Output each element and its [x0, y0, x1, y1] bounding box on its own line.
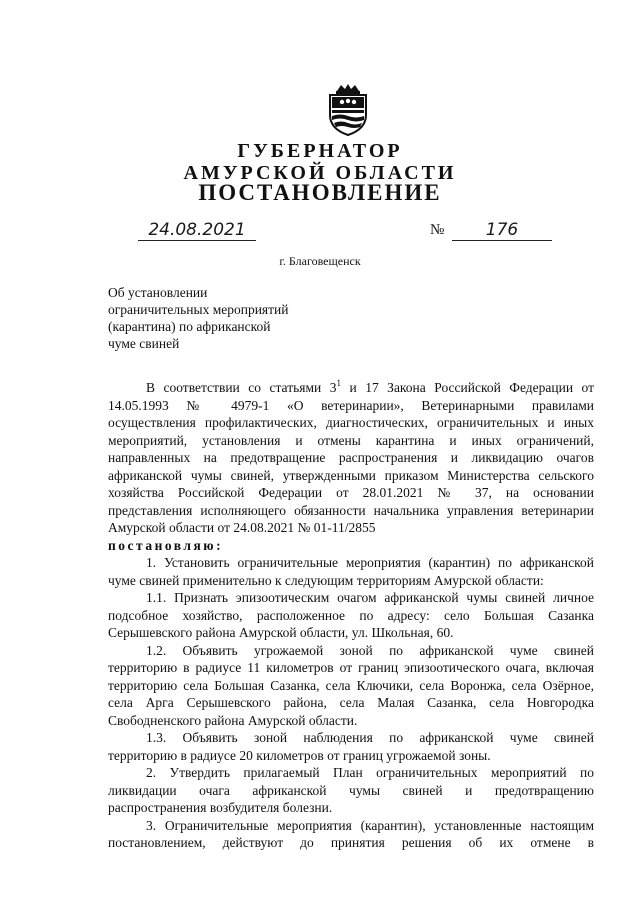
body-line: территорию села Большая Сазанка, села Ключики, села Воронжа, села Озёрное, — [108, 677, 594, 693]
subject-line: Об установлении — [108, 285, 208, 300]
body-line: подсобное хозяйство, расположенное по адресу: село Большая Сазанка — [108, 607, 594, 623]
superscript: 1 — [336, 379, 341, 388]
body-line: Амурской области от 24.08.2021 № 01-11/2855 — [108, 520, 376, 535]
subject-line: чуме свиней — [108, 336, 180, 351]
body-text: и 17 Закона Российской Федерации от — [340, 380, 594, 395]
body-line: 3. Ограничительные мероприятия (карантин), установленные настоящим — [146, 817, 594, 833]
subject-line: (карантина) по африканской — [108, 319, 271, 334]
body-line: 1.1. Признать эпизоотическим очагом африканской чумы свиней личное — [146, 590, 594, 605]
body-line: Серышевского района Амурской области, ул. Школьная, 60. — [108, 625, 454, 640]
body-text: В соответствии со статьями 3 — [146, 380, 337, 395]
body-line: села Арга Серышевского района, села Малая Сазанка, села Новгородка — [108, 695, 594, 710]
body-line: 1.2. Объявить угрожаемой зоной по африканской чуме свиней — [146, 642, 594, 658]
body-line: 1. Установить ограничительные мероприятия (карантин) по африканской — [146, 555, 594, 570]
body-line: мероприятий, установления и отмены карантина и иных ограничений, — [108, 432, 594, 448]
governor-title: ГУБЕРНАТОР — [237, 140, 403, 162]
body-line: распространения возбудителя болезни. — [108, 800, 333, 815]
body-line: ликвидации очага африканской чумы свиней и предотвращению — [108, 782, 594, 798]
body-line: хозяйства Российской Федерации от 28.01.2021 № 37, на основании — [108, 485, 594, 500]
document-date: 24.08.2021 — [138, 220, 256, 241]
body-line: 2. Утвердить прилагаемый План ограничительных мероприятий по — [146, 765, 594, 780]
body-line: постановлением, действуют до принятия решения об их отмене в — [108, 835, 594, 850]
body-line — [108, 379, 594, 397]
coat-of-arms-icon — [326, 82, 370, 136]
body-line: территорию в радиусе 11 километров от границ эпизоотического очага, включая — [108, 660, 594, 675]
subject-line: ограничительных мероприятий — [108, 302, 289, 317]
body-line: территорию в радиусе 20 километров от границ угрожаемой зоны. — [108, 747, 491, 763]
city-line: г. Благовещенск — [279, 254, 361, 268]
document-type-title: ПОСТАНОВЛЕНИЕ — [198, 180, 442, 205]
body-line: осуществления профилактических, диагностических, ограничительных и иных — [108, 415, 594, 430]
number-sign: № — [430, 222, 445, 238]
region-title: АМУРСКОЙ ОБЛАСТИ — [183, 162, 457, 184]
body-line: представления исполняющего обязанности начальника управления ветеринарии — [108, 502, 594, 518]
document-subject — [108, 284, 328, 352]
body-line: чуме свиней применительно к следующим территориям Амурской области: — [108, 572, 544, 588]
body-line: направленных на предотвращение распространения и ликвидацию очагов — [108, 450, 594, 465]
body-line: 14.05.1993 № 4979-1 «О ветеринарии», Ветеринарными правилами — [108, 397, 594, 413]
body-line: африканской чумы свиней, утвержденными приказом Министерства сельского — [108, 467, 594, 483]
body-line: 1.3. Объявить зоной наблюдения по африканской чуме свиней — [146, 730, 594, 745]
body-line: Свободненского района Амурской области. — [108, 712, 358, 728]
document-body — [108, 379, 594, 852]
resolution-word: постановляю: — [108, 537, 224, 553]
document-number: 176 — [452, 220, 552, 241]
